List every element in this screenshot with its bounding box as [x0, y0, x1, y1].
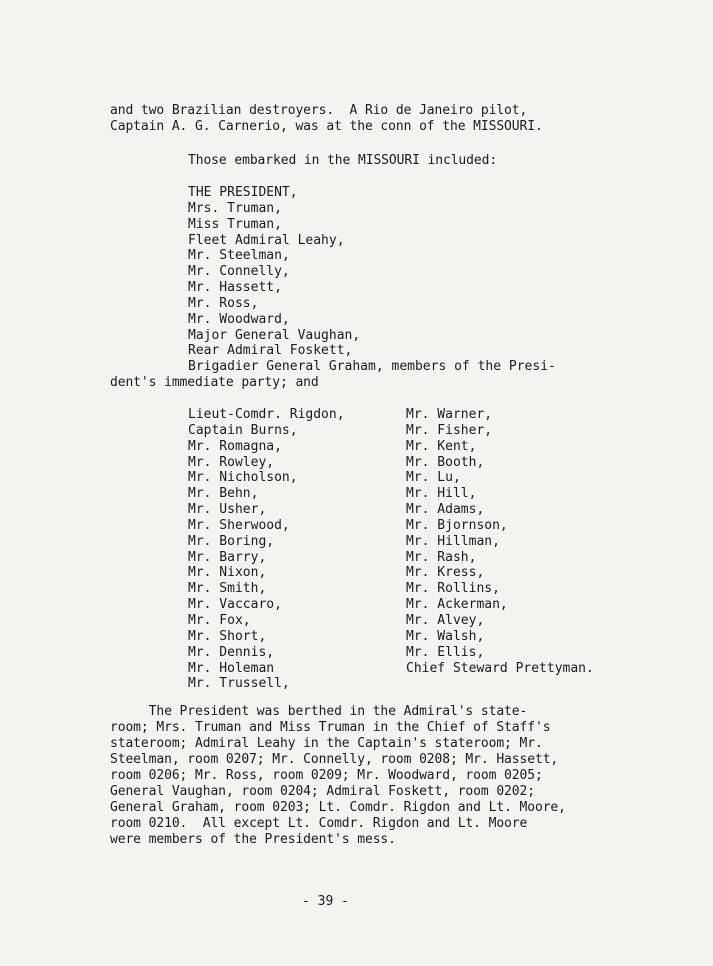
- party-list-item: Major General Vaughan,: [188, 327, 361, 343]
- staff-list-item: Mr. Adams,: [406, 502, 485, 518]
- staff-list-item: Mr. Nicholson,: [188, 470, 298, 486]
- staff-list-item: Mr. Nixon,: [188, 565, 267, 581]
- embarked-heading: Those embarked in the MISSOURI included:: [188, 153, 498, 168]
- staff-list-item: Mr. Dennis,: [188, 644, 275, 660]
- staff-list-item: Mr. Kress,: [406, 565, 485, 581]
- party-list-item: Mr. Connelly,: [188, 264, 290, 280]
- party-list-item: Mr. Hassett,: [188, 280, 282, 296]
- party-list-item: Mr. Steelman,: [188, 248, 290, 264]
- staff-list-item: Mr. Rollins,: [406, 581, 500, 597]
- berthing-line: General Graham, room 0203; Lt. Comdr. Rigdon and Lt. Moore,: [110, 800, 566, 815]
- staff-list-item: Mr. Fox,: [188, 612, 251, 628]
- staff-list-item: Mr. Smith,: [188, 581, 267, 597]
- staff-list-item: Mr. Ellis,: [406, 644, 485, 660]
- party-list: [188, 185, 556, 375]
- staff-list-item: Mr. Alvey,: [406, 612, 485, 628]
- berthing-line: stateroom; Admiral Leahy in the Captain's stateroom; Mr.: [110, 736, 543, 751]
- party-list-item: Rear Admiral Foskett,: [188, 343, 353, 359]
- staff-list-item: Mr. Holeman: [188, 660, 275, 676]
- staff-list-item: Mr. Behn,: [188, 486, 259, 502]
- party-list-item: Miss Truman,: [188, 216, 282, 232]
- staff-list-item: Mr. Usher,: [188, 502, 267, 518]
- party-continuation: dent's immediate party; and: [110, 375, 319, 390]
- staff-list-item: Mr. Vaccaro,: [188, 597, 282, 613]
- intro-line-2: Captain A. G. Carnerio, was at the conn of the MISSOURI.: [110, 119, 543, 134]
- party-list-item: Mr. Woodward,: [188, 311, 290, 327]
- staff-list-item: Mr. Walsh,: [406, 628, 485, 644]
- staff-list-item: Mr. Lu,: [406, 470, 461, 486]
- berthing-line: room 0210. All except Lt. Comdr. Rigdon and Lt. Moore: [110, 816, 528, 831]
- staff-list-item: Mr. Hillman,: [406, 533, 500, 549]
- berthing-line: General Vaughan, room 0204; Admiral Foskett, room 0202;: [110, 784, 535, 799]
- berthing-line: Steelman, room 0207; Mr. Connelly, room 0208; Mr. Hassett,: [110, 752, 559, 767]
- party-list-item: Mr. Ross,: [188, 295, 259, 311]
- staff-left-column: [188, 407, 345, 692]
- staff-list-item: Mr. Short,: [188, 628, 267, 644]
- staff-list-item: Mr. Boring,: [188, 533, 275, 549]
- staff-list-item: Mr. Rash,: [406, 549, 477, 565]
- staff-list-item: Captain Burns,: [188, 422, 298, 438]
- staff-list-item: Chief Steward Prettyman.: [406, 660, 594, 676]
- party-list-item: Mrs. Truman,: [188, 200, 282, 216]
- staff-list-item: Mr. Sherwood,: [188, 517, 290, 533]
- staff-list-item: Mr. Warner,: [406, 407, 493, 422]
- staff-list-item: Mr. Romagna,: [188, 438, 282, 454]
- party-list-item: Brigadier General Graham, members of the Presi-: [188, 359, 556, 375]
- staff-list-item: Mr. Barry,: [188, 549, 267, 565]
- party-list-item: THE PRESIDENT,: [188, 185, 298, 200]
- berthing-line: room 0206; Mr. Ross, room 0209; Mr. Woodward, room 0205;: [110, 768, 543, 783]
- staff-list-item: Mr. Booth,: [406, 454, 485, 470]
- berthing-line: were members of the President's mess.: [110, 832, 396, 847]
- staff-list-item: Mr. Fisher,: [406, 422, 493, 438]
- berthing-line: room; Mrs. Truman and Miss Truman in the Chief of Staff's: [110, 720, 551, 735]
- staff-list-item: Mr. Ackerman,: [406, 597, 508, 613]
- berthing-line: The President was berthed in the Admiral's state-: [110, 704, 528, 719]
- staff-list-item: Mr. Bjornson,: [406, 517, 508, 533]
- page-number: - 39 -: [302, 894, 349, 909]
- staff-list-item: Lieut-Comdr. Rigdon,: [188, 407, 345, 422]
- party-list-item: Fleet Admiral Leahy,: [188, 232, 345, 248]
- staff-list-item: Mr. Trussell,: [188, 676, 290, 692]
- staff-list-item: Mr. Hill,: [406, 486, 477, 502]
- staff-list-item: Mr. Rowley,: [188, 454, 275, 470]
- intro-line-1: and two Brazilian destroyers. A Rio de Janeiro pilot,: [110, 103, 528, 118]
- staff-right-column: [406, 407, 594, 676]
- staff-list-item: Mr. Kent,: [406, 438, 477, 454]
